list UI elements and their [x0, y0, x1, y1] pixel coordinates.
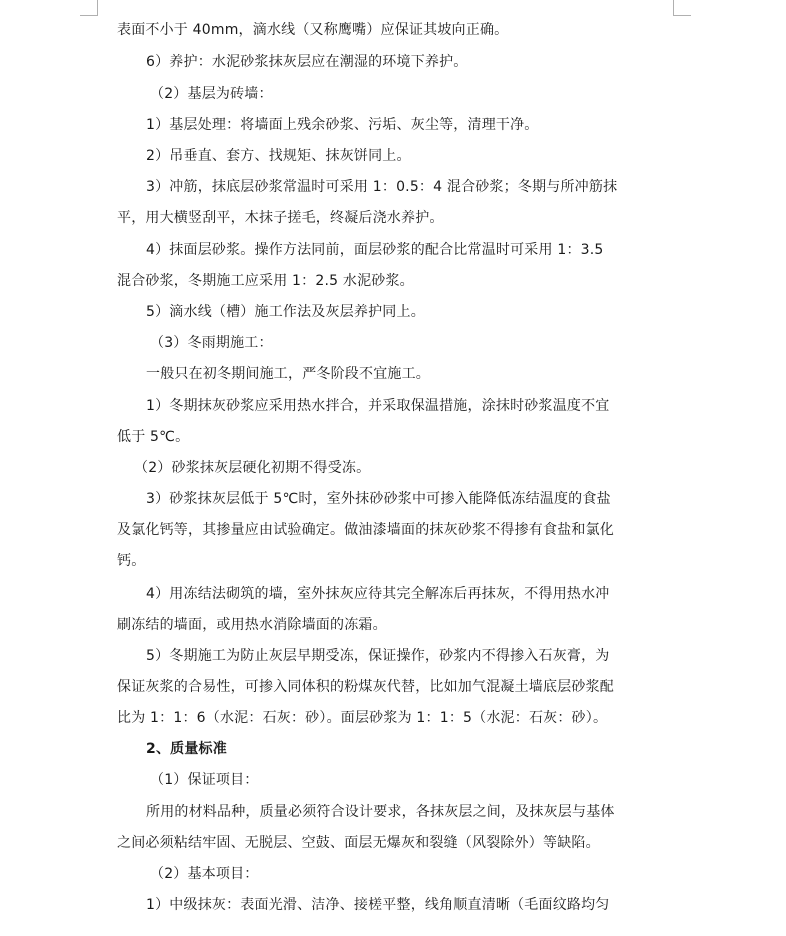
text-line: 5）滴水线（槽）施工作法及灰层养护同上。: [146, 304, 425, 320]
text-line: 平，用大横竖刮平，木抹子搓毛，终凝后浇水养护。: [117, 210, 444, 226]
text-line: 一般只在初冬期间施工，严冬阶段不宜施工。: [146, 366, 430, 382]
text-line: 4）用冻结法砌筑的墙，室外抹灰应待其完全解冻后再抹灰，不得用热水冲: [146, 586, 610, 602]
text-line: 混合砂浆，冬期施工应采用 1：2.5 水泥砂浆。: [117, 273, 414, 289]
text-line: 3）砂浆抹灰层低于 5℃时，室外抹砂砂浆中可掺入能降低冻结温度的食盐: [146, 491, 611, 507]
crop-mark-right-vertical: [673, 0, 674, 15]
text-line: 4）抹面层砂浆。操作方法同前，面层砂浆的配合比常温时可采用 1：3.5: [146, 242, 604, 258]
crop-mark-left-horizontal: [80, 15, 98, 16]
text-line: 表面不小于 40mm，滴水线（又称鹰嘴）应保证其坡向正确。: [117, 22, 509, 38]
text-line: 5）冬期施工为防止灰层早期受冻，保证操作，砂浆内不得掺入石灰膏，为: [146, 648, 610, 664]
text-line: 保证灰浆的合易性，可掺入同体积的粉煤灰代替，比如加气混凝土墙底层砂浆配: [117, 679, 614, 695]
text-line: 钙。: [117, 553, 146, 569]
crop-mark-right-horizontal: [673, 15, 691, 16]
text-line: 所用的材料品种，质量必须符合设计要求，各抹灰层之间，及抹灰层与基体: [146, 804, 615, 820]
text-line: 6）养护：水泥砂浆抹灰层应在潮湿的环境下养护。: [146, 54, 468, 70]
text-line: 1）中级抹灰：表面光滑、洁净、接槎平整，线角顺直清晰（毛面纹路均匀: [146, 897, 610, 913]
text-line: （2）砂浆抹灰层硬化初期不得受冻。: [134, 460, 371, 476]
subheading: （2）基层为砖墙：: [150, 86, 273, 102]
text-line: 1）基层处理：将墙面上残余砂浆、污垢、灰尘等，清理干净。: [146, 117, 539, 133]
text-line: 3）冲筋，抹底层砂浆常温时可采用 1：0.5：4 混合砂浆；冬期与所冲筋抹: [146, 179, 618, 195]
text-line: 2）吊垂直、套方、找规矩、抹灰饼同上。: [146, 148, 411, 164]
subheading: （1）保证项目：: [150, 772, 259, 788]
text-line: 低于 5℃。: [117, 429, 190, 445]
subheading: （2）基本项目：: [150, 866, 259, 882]
section-heading: 2、质量标准: [146, 741, 227, 757]
text-line: 刷冻结的墙面，或用热水消除墙面的冻霜。: [117, 617, 387, 633]
subheading: （3）冬雨期施工：: [150, 335, 273, 351]
text-line: 1）冬期抹灰砂浆应采用热水拌合，并采取保温措施，涂抹时砂浆温度不宜: [146, 398, 610, 414]
crop-mark-left-vertical: [97, 0, 98, 15]
text-line: 之间必须粘结牢固、无脱层、空鼓、面层无爆灰和裂缝（风裂除外）等缺陷。: [117, 835, 600, 851]
text-line: 比为 1：1：6（水泥：石灰：砂）。面层砂浆为 1：1：5（水泥：石灰：砂）。: [117, 710, 608, 726]
text-line: 及氯化钙等，其掺量应由试验确定。做油漆墙面的抹灰砂浆不得掺有食盐和氯化: [117, 522, 614, 538]
